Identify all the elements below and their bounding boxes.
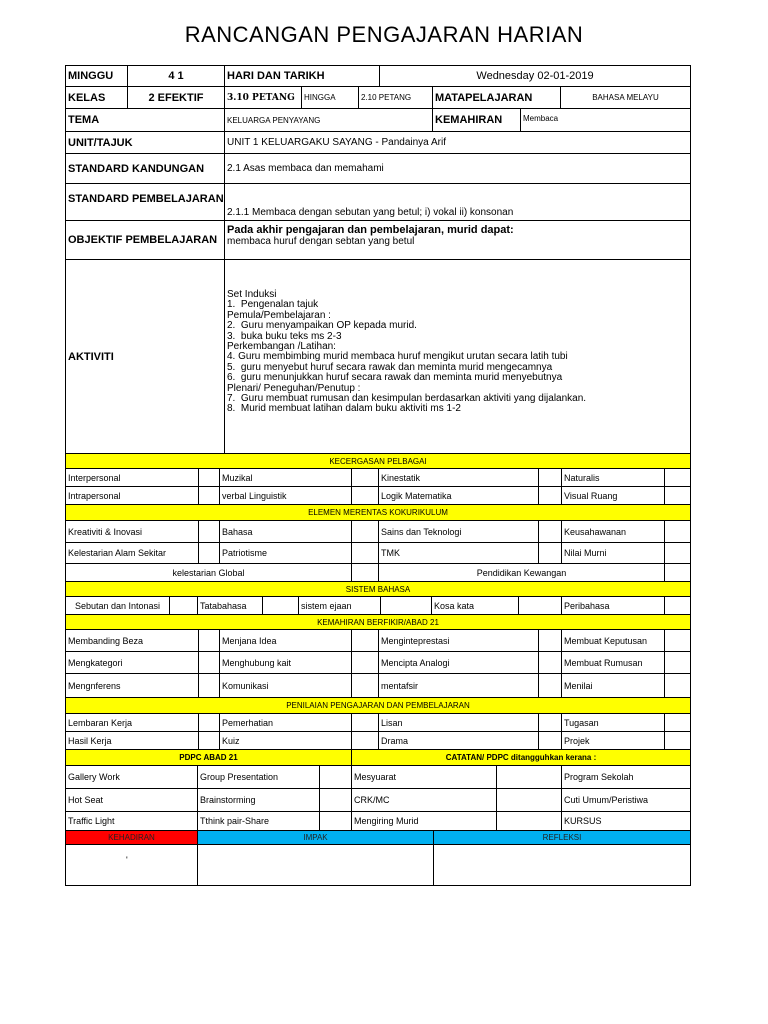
penilaian-item: Lembaran Kerja	[65, 713, 199, 732]
kbat-item: Menilai	[561, 673, 665, 698]
kecergasan-item: Visual Ruang	[561, 486, 665, 505]
check-box[interactable]	[351, 520, 379, 543]
matapelajaran-label: MATAPELAJARAN	[432, 86, 561, 109]
kecergasan-heading: KECERGASAN PELBAGAI	[65, 453, 691, 469]
pdpc-item: Tthink pair-Share	[197, 811, 320, 831]
hingga-label: HINGGA	[301, 86, 359, 109]
check-box[interactable]	[538, 486, 562, 505]
elemen-item: Keusahawanan	[561, 520, 665, 543]
kbat-item: Komunikasi	[219, 673, 352, 698]
minggu-label: MINGGU	[65, 65, 128, 87]
check-box[interactable]	[538, 673, 562, 698]
check-box[interactable]	[496, 765, 562, 789]
check-box[interactable]	[198, 713, 220, 732]
tema-value: KELUARGA PENYAYANG	[224, 108, 433, 132]
catatan-item: Program Sekolah	[561, 765, 691, 789]
sistem-item: Sebutan dan Intonasi	[65, 596, 170, 615]
catatan-item: Mengiring Murid	[351, 811, 497, 831]
kbat-item: Membuat Rumusan	[561, 651, 665, 674]
hari-label: HARI DAN TARIKH	[224, 65, 380, 87]
kbat-item: Menjana Idea	[219, 629, 352, 652]
check-box[interactable]	[198, 468, 220, 487]
check-box[interactable]	[664, 731, 691, 750]
elemen-item: Nilai Murni	[561, 542, 665, 564]
pdpc-heading: PDPC ABAD 21	[65, 749, 352, 766]
sistem-heading: SISTEM BAHASA	[65, 581, 691, 597]
unit-value: UNIT 1 KELUARGAKU SAYANG - Pandainya Arif	[224, 131, 691, 154]
tema-label: TEMA	[65, 108, 225, 132]
penilaian-item: Projek	[561, 731, 665, 750]
check-box[interactable]	[380, 596, 432, 615]
catatan-item: CRK/MC	[351, 788, 497, 812]
impak-field[interactable]	[197, 844, 434, 886]
check-box[interactable]	[664, 563, 691, 582]
kehadiran-heading: KEHADIRAN	[65, 830, 198, 845]
pdpc-item: Traffic Light	[65, 811, 198, 831]
kecergasan-item: Logik Matematika	[378, 486, 539, 505]
check-box[interactable]	[198, 673, 220, 698]
elemen-item: Kreativiti & Inovasi	[65, 520, 199, 543]
pdpc-item: Group Presentation	[197, 765, 320, 789]
check-box[interactable]	[351, 713, 379, 732]
op-label: OBJEKTIF PEMBELAJARAN	[65, 220, 225, 260]
kbat-item: Membanding Beza	[65, 629, 199, 652]
check-box[interactable]	[538, 731, 562, 750]
check-box[interactable]	[664, 520, 691, 543]
check-box[interactable]	[496, 811, 562, 831]
check-box[interactable]	[538, 520, 562, 543]
pdpc-item: Hot Seat	[65, 788, 198, 812]
check-box[interactable]	[351, 651, 379, 674]
time-start: 3.10 PETANG	[224, 86, 302, 109]
penilaian-item: Hasil Kerja	[65, 731, 199, 750]
aktiviti-text: Set Induksi 1. Pengenalan tajuk Pemula/Pembelajaran : 2. Guru menyampaikan OP kepada murid. 3. buka buku teks ms 2-3 Perkembangan /Latihan: 4. Guru membimbing murid membaca huruf mengikut urutan secara latih tubi 5. guru menyebut huruf secara rawak dan meminta murid mengecamnya 6. guru menunjukkan huruf secara rawak dan meminta murid menyebutnya Plenari/ Peneguhan/Penutup : 7. Guru membuat rumusan dan kesimpulan berdasarkan aktiviti yang dijalankan. 8. Murid membuat latihan dalam buku aktiviti ms 1-2	[224, 259, 691, 454]
refleksi-field[interactable]	[433, 844, 691, 886]
check-box[interactable]	[198, 542, 220, 564]
check-box[interactable]	[351, 542, 379, 564]
kecergasan-item: Kinestatik	[378, 468, 539, 487]
kelas-value: 2 EFEKTIF	[127, 86, 225, 109]
elemen-item: Patriotisme	[219, 542, 352, 564]
pdpc-item: Gallery Work	[65, 765, 198, 789]
check-box[interactable]	[351, 563, 379, 582]
check-box[interactable]	[664, 673, 691, 698]
check-box[interactable]	[538, 542, 562, 564]
elemen-item: TMK	[378, 542, 539, 564]
penilaian-heading: PENILAIAN PENGAJARAN DAN PEMBELAJARAN	[65, 697, 691, 714]
penilaian-item: Tugasan	[561, 713, 665, 732]
check-box[interactable]	[518, 596, 562, 615]
penilaian-item: Kuiz	[219, 731, 352, 750]
kbat-item: Mencipta Analogi	[378, 651, 539, 674]
minggu-value: 4 1	[127, 65, 225, 87]
check-box[interactable]	[198, 651, 220, 674]
check-box[interactable]	[538, 713, 562, 732]
check-box[interactable]	[351, 629, 379, 652]
catatan-heading: CATATAN/ PDPC ditangguhkan kerana :	[351, 749, 691, 766]
op-cell	[224, 220, 691, 260]
kbat-item: mentafsir	[378, 673, 539, 698]
kbat-item: Menghubung kait	[219, 651, 352, 674]
check-box[interactable]	[664, 713, 691, 732]
check-box[interactable]	[538, 651, 562, 674]
elemen-item: Sains dan Teknologi	[378, 520, 539, 543]
kemahiran-label: KEMAHIRAN	[432, 108, 521, 132]
catatan-item: Mesyuarat	[351, 765, 497, 789]
kecergasan-item: verbal Linguistik	[219, 486, 352, 505]
kehadiran-mark: '	[126, 855, 128, 865]
check-box[interactable]	[319, 811, 352, 831]
op-value: membaca huruf dengan sebtan yang betul	[227, 236, 415, 247]
kbat-item: Mengnferens	[65, 673, 199, 698]
check-box[interactable]	[169, 596, 198, 615]
kecergasan-item: Naturalis	[561, 468, 665, 487]
check-box[interactable]	[198, 486, 220, 505]
op-intro: Pada akhir pengajaran dan pembelajaran, murid dapat:	[227, 224, 514, 236]
aktiviti-label: AKTIVITI	[65, 259, 225, 454]
check-box[interactable]	[538, 629, 562, 652]
check-box[interactable]	[198, 731, 220, 750]
sp-label: STANDARD PEMBELAJARAN	[65, 183, 225, 221]
check-box[interactable]	[664, 629, 691, 652]
penilaian-item: Drama	[378, 731, 539, 750]
matapelajaran-value: BAHASA MELAYU	[560, 86, 691, 109]
kelas-label: KELAS	[65, 86, 128, 109]
kecergasan-item: Interpersonal	[65, 468, 199, 487]
kbat-heading: KEMAHIRAN BERFIKIR/ABAD 21	[65, 614, 691, 630]
check-box[interactable]	[319, 765, 352, 789]
elemen-item: Pendidikan Kewangan	[378, 563, 665, 582]
elemen-item: Kelestarian Alam Sekitar	[65, 542, 199, 564]
sistem-item: Peribahasa	[561, 596, 665, 615]
catatan-item: Cuti Umum/Peristiwa	[561, 788, 691, 812]
penilaian-item: Lisan	[378, 713, 539, 732]
check-box[interactable]	[319, 788, 352, 812]
check-box[interactable]	[198, 520, 220, 543]
sp-value: 2.1.1 Membaca dengan sebutan yang betul; i) vokal ii) konsonan	[224, 183, 691, 221]
impak-heading: IMPAK	[197, 830, 434, 845]
kecergasan-item: Intrapersonal	[65, 486, 199, 505]
hari-value: Wednesday 02-01-2019	[379, 65, 691, 87]
unit-label: UNIT/TAJUK	[65, 131, 225, 154]
check-box[interactable]	[351, 486, 379, 505]
kbat-item: Menginteprestasi	[378, 629, 539, 652]
kehadiran-field[interactable]	[65, 844, 198, 886]
check-box[interactable]	[664, 651, 691, 674]
check-box[interactable]	[664, 486, 691, 505]
check-box[interactable]	[351, 468, 379, 487]
check-box[interactable]	[198, 629, 220, 652]
elemen-item: Bahasa	[219, 520, 352, 543]
page-title: RANCANGAN PENGAJARAN HARIAN	[184, 22, 584, 47]
check-box[interactable]	[351, 731, 379, 750]
check-box[interactable]	[664, 468, 691, 487]
pdpc-item: Brainstorming	[197, 788, 320, 812]
check-box[interactable]	[664, 542, 691, 564]
refleksi-heading: REFLEKSI	[433, 830, 691, 845]
elemen-heading: ELEMEN MERENTAS KOKURIKULUM	[65, 504, 691, 521]
check-box[interactable]	[262, 596, 299, 615]
sk-value: 2.1 Asas membaca dan memahami	[224, 153, 691, 184]
kbat-item: Membuat Keputusan	[561, 629, 665, 652]
kbat-item: Mengkategori	[65, 651, 199, 674]
sistem-item: sistem ejaan	[298, 596, 381, 615]
kecergasan-item: Muzikal	[219, 468, 352, 487]
elemen-item: kelestarian Global	[65, 563, 352, 582]
time-end: 2.10 PETANG	[358, 86, 433, 109]
check-box[interactable]	[664, 596, 691, 615]
check-box[interactable]	[538, 468, 562, 487]
sistem-item: Kosa kata	[431, 596, 519, 615]
check-box[interactable]	[351, 673, 379, 698]
sistem-item: Tatabahasa	[197, 596, 263, 615]
sk-label: STANDARD KANDUNGAN	[65, 153, 225, 184]
catatan-item: KURSUS	[561, 811, 691, 831]
check-box[interactable]	[496, 788, 562, 812]
penilaian-item: Pemerhatian	[219, 713, 352, 732]
kemahiran-value: Membaca	[520, 108, 691, 132]
